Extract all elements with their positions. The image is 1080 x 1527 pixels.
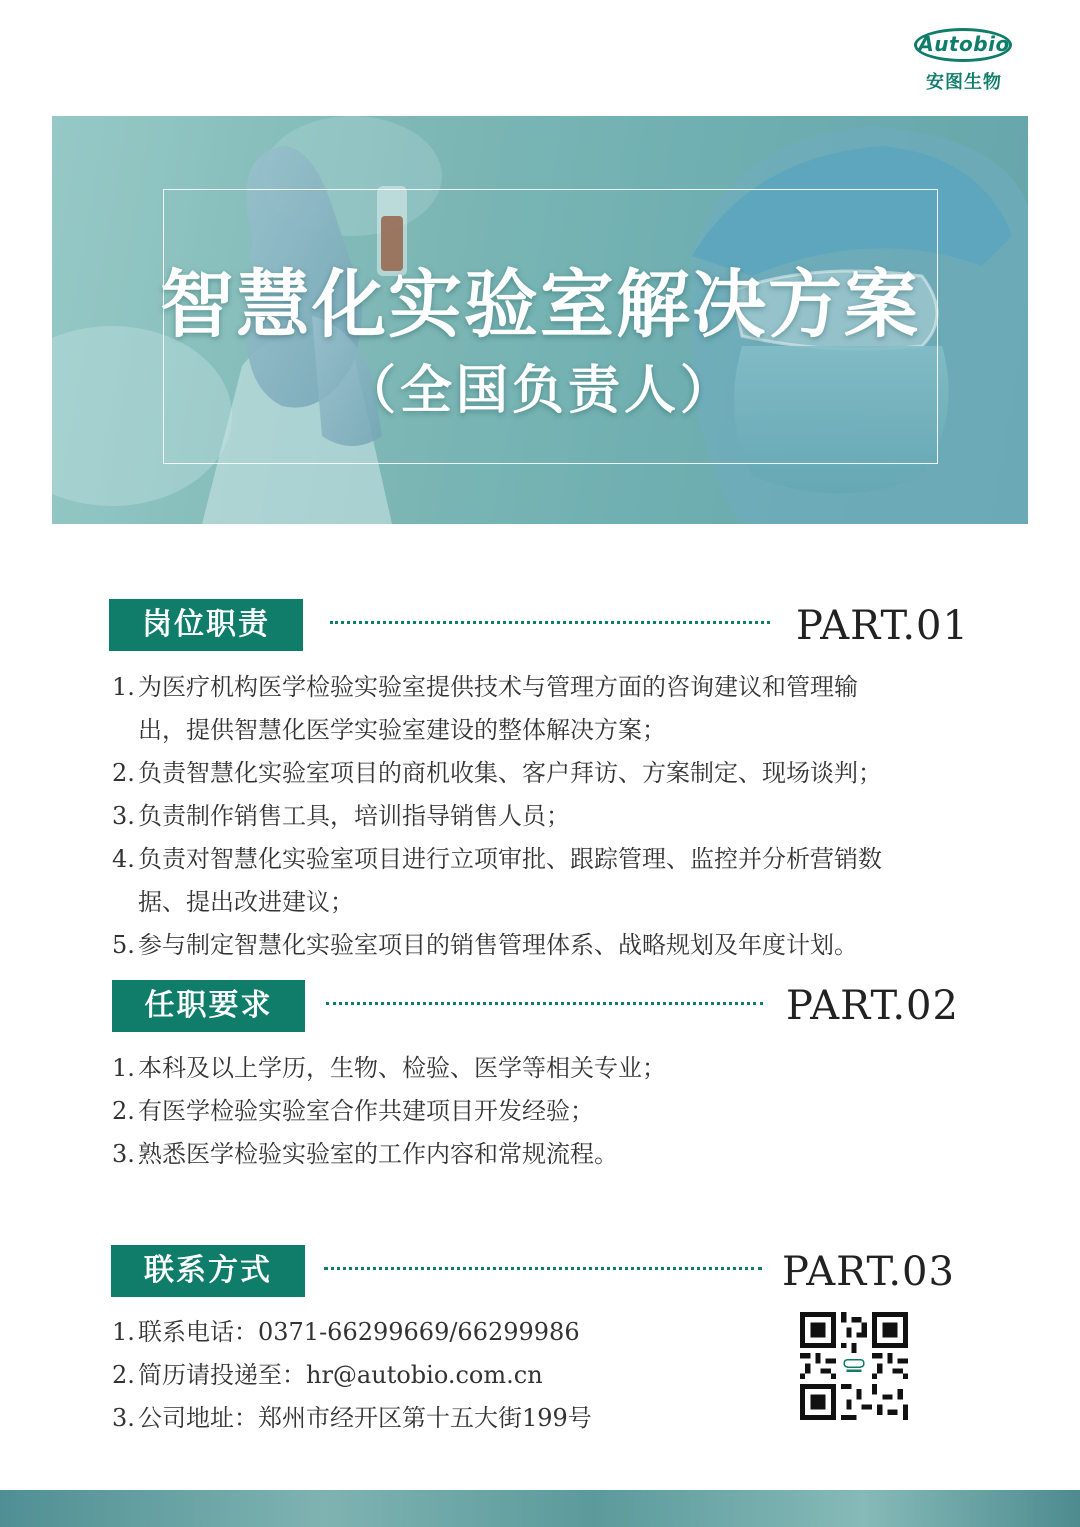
section-divider <box>324 1267 762 1270</box>
hero-banner <box>52 116 1028 524</box>
section-divider <box>326 1002 763 1005</box>
list-item <box>112 795 952 838</box>
company-logo <box>912 26 1016 96</box>
list-item <box>112 1133 952 1176</box>
item-number: 4. <box>112 845 135 873</box>
contact-phone: 联系电话：0371-66299669/66299986 <box>138 1318 580 1346</box>
logo-brand-text: Autobio <box>918 32 1010 56</box>
section-tag-requirements: 任职要求 <box>112 980 305 1032</box>
section-tag-contact: 联系方式 <box>111 1245 305 1297</box>
item-text: 本科及以上学历，生物、检验、医学等相关专业； <box>138 1054 666 1082</box>
hero-title: 智慧化实验室解决方案 <box>160 262 920 348</box>
hero-subtitle: （全国负责人） <box>343 360 736 421</box>
list-item <box>112 924 952 967</box>
bottom-decorative-band <box>0 1490 1080 1527</box>
item-number: 5. <box>112 931 135 959</box>
contact-email[interactable]: 简历请投递至：hr@autobio.com.cn <box>138 1361 543 1389</box>
section-divider <box>330 621 770 624</box>
item-text: 负责智慧化实验室项目的商机收集、客户拜访、方案制定、现场谈判； <box>138 759 882 787</box>
section-part-label: PART.02 <box>786 983 959 1029</box>
item-text: 负责制作销售工具，培训指导销售人员； <box>138 802 570 830</box>
item-text: 负责对智慧化实验室项目进行立项审批、跟踪管理、监控并分析营销数 <box>138 845 882 873</box>
item-text: 熟悉医学检验实验室的工作内容和常规流程。 <box>138 1140 618 1168</box>
item-number: 2. <box>112 1361 135 1389</box>
item-number: 1. <box>112 1318 135 1346</box>
item-text-continued: 据、提出改进建议； <box>138 888 354 916</box>
item-text: 参与制定智慧化实验室项目的销售管理体系、战略规划及年度计划。 <box>138 931 858 959</box>
section-part-label: PART.01 <box>796 603 969 649</box>
item-number: 1. <box>112 673 135 701</box>
section-tag-responsibilities: 岗位职责 <box>109 599 303 651</box>
list-item <box>112 1047 952 1090</box>
logo-chinese-text: 安图生物 <box>926 72 1002 93</box>
item-text-continued: 出，提供智慧化医学实验室建设的整体解决方案； <box>138 716 666 744</box>
item-number: 2. <box>112 1097 135 1125</box>
qr-code-icon[interactable] <box>800 1312 908 1420</box>
item-number: 3. <box>112 1404 135 1432</box>
item-number: 3. <box>112 1140 135 1168</box>
item-number: 1. <box>112 1054 135 1082</box>
item-text: 为医疗机构医学检验实验室提供技术与管理方面的咨询建议和管理输 <box>138 673 858 701</box>
list-item <box>112 666 952 709</box>
list-item <box>112 838 952 881</box>
list-item <box>112 752 952 795</box>
section-part-label: PART.03 <box>782 1249 955 1295</box>
list-item <box>112 1090 952 1133</box>
item-number: 2. <box>112 759 135 787</box>
item-text: 有医学检验实验室合作共建项目开发经验； <box>138 1097 594 1125</box>
item-number: 3. <box>112 802 135 830</box>
contact-address: 公司地址：郑州市经开区第十五大街199号 <box>138 1404 592 1432</box>
